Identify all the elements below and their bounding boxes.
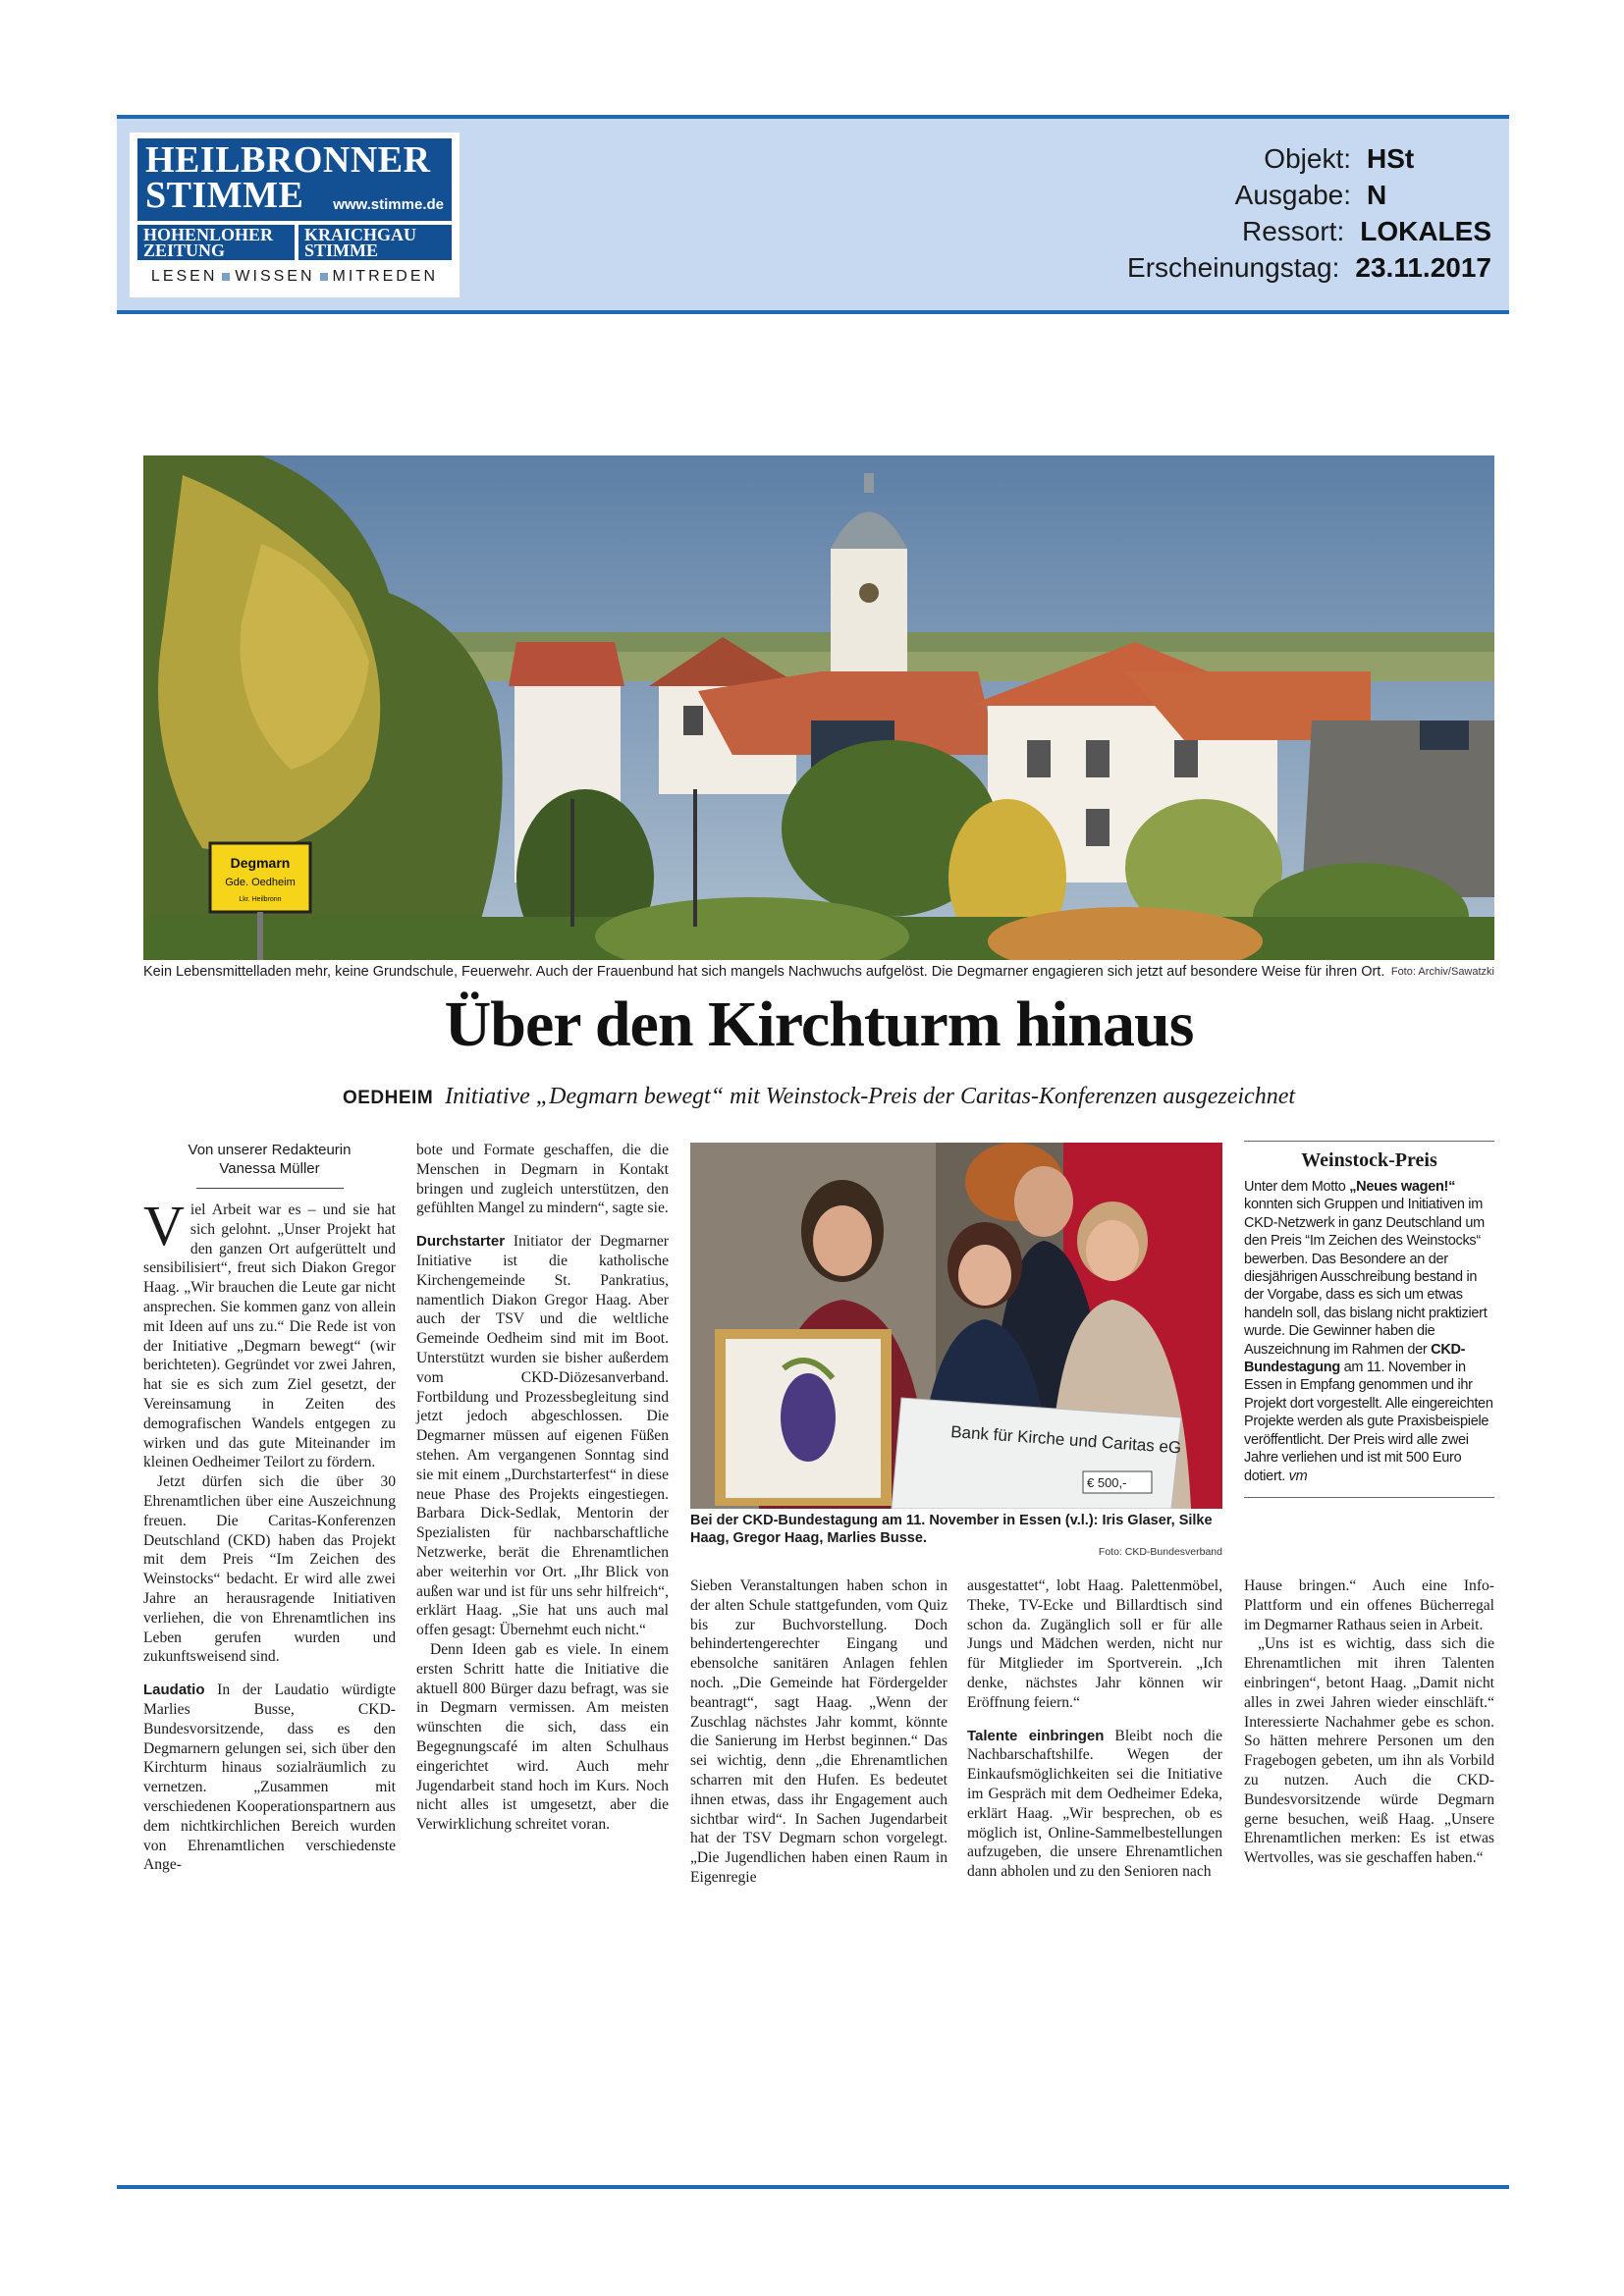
paragraph-text: In der Laudatio würdigte Marlies Busse, CKD-Bundesvorsitzende, dass es den Degmarnern gelungen sei, sich über den Kirchturm hinaus sozialräumlich zu vernetzen. „Zusammen mit verschiedenen Kooperationspartnern aus dem nichtkirchlichen Bereich wurden von Ehrenamtlichen verschiedenste Ange- bbox=[143, 1682, 396, 1874]
paragraph-text: Initiator der Degmarner Initiative ist die katholische Kirchengemeinde St. Pankratius, namentlich Diakon Gregor Haag. Aber auch der TSV und die weltliche Gemeinde Oedheim sind mit im Boot. Unterstützt wurden sie bisher außerdem vom CKD-Diözesanverband. Fortbildung und Prozessbegleitung sind jetzt jedoch abgeschlossen. Die Degmarner müssen auf eigenen Füßen stehen. Am vergangenen Sonntag sind sie mit einem „Durchstarterfest“ in diese neue Phase des Projekts eingestiegen. Barbara Dick-Sedlak, Mentorin der Spezialisten für nachbarschaftliche Netzwerke, berät die Ehrenamtlichen aber weiterhin vor Ort. „Ihr Blick von außen war und ist für uns sehr hilfreich“, erklärt Haag. „Sie hat uns auch mal offen gesagt: Übernehmt euch nicht.“ bbox=[416, 1233, 669, 1639]
award-photo-caption bbox=[690, 1512, 1222, 1558]
article-tease: Initiative „Degmarn bewegt“ mit Weinstock-Preis der Caritas-Konferenzen ausgezeichnet bbox=[445, 1084, 1296, 1109]
paragraph: ausgestattet“, lobt Haag. Palettenmöbel, Theke, TV-Ecke und Billardtisch sind schon da. Zugänglich soll er für alle Jungs und Mädchen werden, nicht nur für Mitglieder im Sportverein. „Ich denke, nächstes Jahr können wir Eröffnung feiern.“ bbox=[967, 1577, 1222, 1711]
subheading: Durchstarter bbox=[416, 1233, 506, 1251]
photo-caption bbox=[143, 964, 1494, 980]
article-column-1 bbox=[143, 1141, 396, 1875]
meta-value: 23.11.2017 bbox=[1355, 251, 1491, 283]
dateline-place: OEDHEIM bbox=[342, 1088, 434, 1108]
meta-label: Ressort: bbox=[1241, 215, 1345, 246]
meta-row-objekt bbox=[1001, 140, 1491, 177]
article-subheadline bbox=[143, 1084, 1494, 1110]
byline-divider bbox=[196, 1188, 344, 1189]
town-sign-district: Lkr. Heilbronn bbox=[239, 896, 282, 903]
meta-label: Ausgabe: bbox=[1234, 179, 1351, 210]
article-column-2 bbox=[416, 1141, 669, 1835]
photo-caption-text: Kein Lebensmittelladen mehr, keine Grundschule, Feuerwehr. Auch der Frauenbund hat sich mangels Nachwuchs aufgelöst. Die Degmarner engagieren sich jetzt auf besondere Weise für ihren Ort. bbox=[143, 964, 1385, 980]
meta-row-ausgabe bbox=[1001, 177, 1491, 213]
cheque-bank-name: Bank für Kirche und Caritas eG bbox=[949, 1422, 1182, 1458]
paragraph bbox=[143, 1681, 396, 1875]
byline bbox=[143, 1141, 396, 1178]
meta-row-ressort bbox=[1001, 213, 1491, 249]
info-text-part: Unter dem Motto bbox=[1244, 1179, 1350, 1195]
info-box-title: Weinstock-Preis bbox=[1301, 1149, 1437, 1171]
paragraph: bote und Formate geschaffen, die die Menschen in Degmarn in Kontakt bringen und zugleich unterstützen, den gefühlten Mangel zu mindern“, sagte sie. bbox=[416, 1142, 669, 1217]
paragraph bbox=[143, 1194, 396, 1472]
tagline-word: LESEN bbox=[150, 268, 218, 285]
award-photo-credit: Foto: CKD-Bundesverband bbox=[1098, 1546, 1222, 1558]
logo-sub-hohenloher: HOHENLOHER ZEITUNG bbox=[137, 225, 295, 260]
logo-title: HEILBRONNER STIMME bbox=[145, 139, 431, 216]
article-column-5 bbox=[1244, 1576, 1494, 1868]
paragraph bbox=[416, 1232, 669, 1640]
subheading: Laudatio bbox=[143, 1682, 205, 1699]
town-sign-name: Degmarn bbox=[230, 855, 291, 871]
paragraph: Jetzt dürfen sich die über 30 Ehrenamtlichen über eine Auszeichnung freuen. Die Caritas-Konferenzen Deutschland (CKD) haben das Projekt mit dem Preis “Im Zeichen des Weinstocks“ bedacht. Er wird alle zwei Jahre an herausragende Initiativen verliehen, die von Ehrenamtlichen ins Leben gerufen wurden und zukunftsweisend sind. bbox=[143, 1473, 396, 1666]
tagline-word: MITREDEN bbox=[332, 268, 439, 285]
village-photo bbox=[143, 455, 1494, 960]
photo-credit: Foto: Archiv/Sawatzki bbox=[1390, 966, 1494, 978]
article-column-4 bbox=[967, 1576, 1222, 1882]
info-text-part: konnten sich Gruppen und Initiativen im CKD-Netzwerk in ganz Deutschland um den Preis “Im Zeichen des Weinstocks“ bewerben. Das Besondere an der diesjährigen Ausschreibung bestand in der Vorgabe, dass es sich um etwas handeln soll, das bislang nicht praktiziert wurde. Die Gewinner haben die Auszeichnung im Rahmen der bbox=[1244, 1197, 1488, 1358]
document-header bbox=[117, 115, 1509, 314]
publication-meta bbox=[1001, 140, 1491, 286]
drop-cap: V bbox=[143, 1194, 185, 1257]
meta-label: Erscheinungstag: bbox=[1127, 251, 1340, 283]
paragraph-text: iel Arbeit war es – und sie hat sich gelohnt. „Unser Projekt hat den ganzen Ort aufgerüttelt und sensibilisiert“, freut sich Diakon Gregor Haag. „Wir brauchen die Leute gar nicht ansprechen. Sie kommen ganz von allein mit Ideen auf uns zu.“ Die Rede ist von der Initiative „Degmarn bewegt“ (wir berichteten). Gegründet vor zwei Jahren, hat sie es sich zum Ziel gesetzt, der Vereinsamung in Zeiten des demografischen Wandels entgegen zu wirken und das gute Miteinander im kleinen Oedheimer Teilort zu fördern. bbox=[143, 1201, 396, 1471]
info-box-weinstock-preis bbox=[1244, 1141, 1494, 1498]
town-sign-municipality: Gde. Oedheim bbox=[225, 877, 296, 888]
paragraph: Hause bringen.“ Auch eine Info-Plattform und ein offenes Bücherregal im Degmarner Rathaus seien in Arbeit. bbox=[1244, 1577, 1494, 1633]
info-box-text bbox=[1244, 1178, 1494, 1485]
paragraph-text: Bleibt noch die Nachbarschaftshilfe. Wegen der Einkaufsmöglichkeiten sei die Initiative im Gespräch mit dem Oedheimer Edeka, erklärt Haag. „Wir besprechen, ob es möglich ist, Online-Sammelbestellungen aufzugeben, die unsere Ehrenamtlichen dann abholen und zu den Senioren nach bbox=[967, 1727, 1222, 1881]
cheque-amount: € 500,- bbox=[1087, 1475, 1127, 1490]
paragraph: Sieben Veranstaltungen haben schon in der alten Schule stattgefunden, vom Quiz bis zur Buchvorstellung. Doch behindertengerechter Eingang und ebensolche sanitären Anlagen fehlen noch. „Die Gemeinde hat Fördergelder beantragt“, sagt Haag. „Wenn der Zuschlag nächstes Jahr kommt, könnte die Sanierung im Herbst beginnen.“ Das sei wichtig, denn „die Ehrenamtlichen scharren mit den Hufen. Es bedeutet ihnen etwas, dass ihr Engagement auch sichtbar wird“. In Sachen Jugendarbeit hat der TSV Degmarn schon vorgelegt. „Die Jugendlichen haben einen Raum in Eigenregie bbox=[690, 1577, 947, 1886]
square-icon bbox=[222, 273, 230, 281]
meta-row-erscheinungstag bbox=[1001, 249, 1491, 286]
newspaper-logo bbox=[130, 133, 460, 297]
info-text-bold: „Neues wagen!“ bbox=[1349, 1179, 1456, 1195]
subheading: Talente einbringen bbox=[967, 1727, 1105, 1744]
byline-author: Vanessa Müller bbox=[219, 1160, 320, 1177]
paragraph: Denn Ideen gab es viele. In einem ersten Schritt hatte die Initiative die aktuell 800 Bürger dazu befragt, was sie in Degmarn vermissen. Am meisten wünschten die sich, dass ein Begegnungscafé im alten Schulhaus eingerichtet wird. Auch mehr Jugendarbeit stand hoch im Kurs. Noch nicht alles ist umgesetzt, aber die Verwirklichung schreitet voran. bbox=[416, 1640, 669, 1834]
logo-main-block bbox=[137, 138, 452, 221]
info-text-bold: CKD-Bundestagung bbox=[1244, 1341, 1466, 1376]
article-headline: Über den Kirchturm hinaus bbox=[444, 988, 1194, 1060]
logo-sub-kraichgau: KRAICHGAU STIMME bbox=[298, 225, 452, 260]
logo-url: www.stimme.de bbox=[333, 196, 444, 213]
award-caption-text: Bei der CKD-Bundestagung am 11. November in Essen (v.l.): Iris Glaser, Silke Haag, Gregor Haag, Marlies Busse. bbox=[690, 1513, 1213, 1546]
info-text-part: am 11. November in Essen in Empfang genommen und ihr Projekt dort vorgestellt. Alle eingereichten Projekte werden als gute Praxisbeispiele veröffentlicht. Der Preis wird alle zwei Jahre verliehen und ist mit 500 Euro dotiert. bbox=[1244, 1360, 1493, 1484]
info-box-bottom-rule bbox=[1244, 1497, 1494, 1498]
meta-value: N bbox=[1367, 179, 1387, 210]
award-photo bbox=[690, 1143, 1222, 1509]
tagline-word: WISSEN bbox=[235, 268, 315, 285]
meta-value: HSt bbox=[1367, 142, 1415, 174]
info-author-initials: vm bbox=[1288, 1468, 1308, 1484]
paragraph: „Uns ist es wichtig, dass sich die Ehrenamtlichen mit ihren Talenten einbringen“, betont Haag. „Damit nicht alles in zwei Jahren wieder einschläft.“ Interessierte Nachahmer gebe es schon. So hätten mehrere Personen um den Fragebogen gebeten, um ihn als Vorbild zu nutzen. Auch die CKD-Bundesvorsitzende würde Degmarn gerne besuchen, weiß Haag. „Unsere Ehrenamtlichen merken: Es ist etwas Wertvolles, was sie geschaffen haben.“ bbox=[1244, 1635, 1494, 1867]
meta-value: LOKALES bbox=[1360, 215, 1491, 246]
byline-role: Von unserer Redakteurin bbox=[188, 1142, 352, 1158]
footer-rule bbox=[117, 2185, 1509, 2189]
logo-tagline bbox=[137, 268, 452, 286]
square-icon bbox=[320, 273, 328, 281]
meta-label: Objekt: bbox=[1264, 142, 1351, 174]
article-column-3 bbox=[690, 1576, 947, 1888]
paragraph bbox=[967, 1727, 1222, 1882]
